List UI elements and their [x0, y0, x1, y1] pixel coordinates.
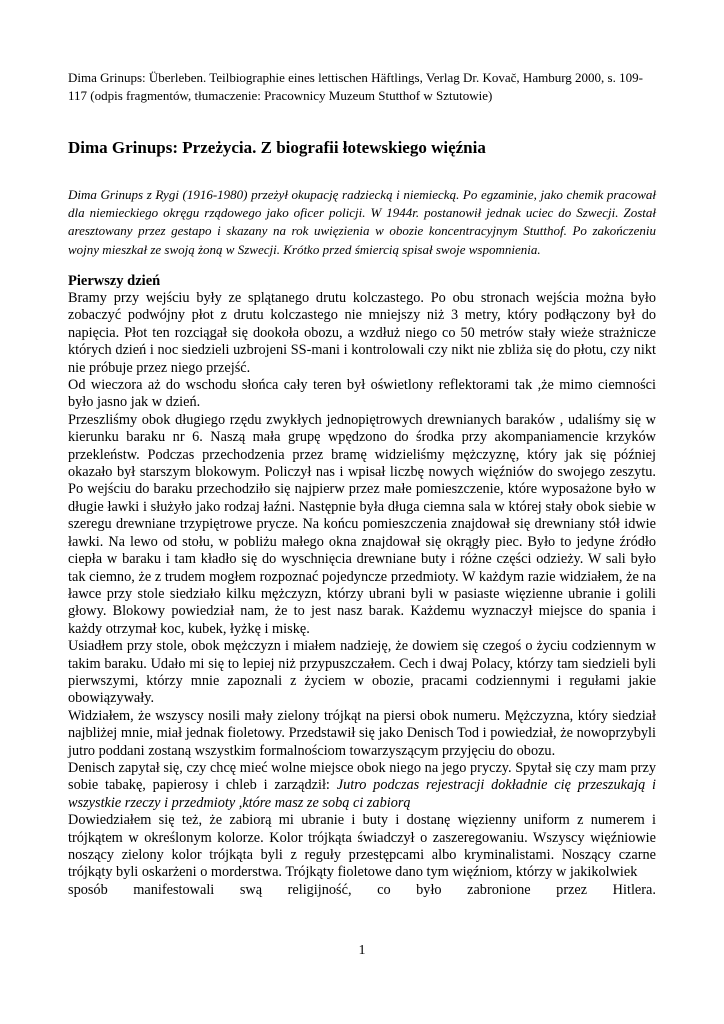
last-line-word: religijność, [287, 881, 352, 898]
last-line-word: sposób [68, 881, 108, 898]
last-line-word: swą [239, 881, 263, 898]
last-line-word: zabronione [467, 881, 531, 898]
last-line-word: było [416, 881, 442, 898]
last-line-word: manifestowali [133, 881, 215, 898]
source-citation: Dima Grinups: Überleben. Teilbiographie eines lettischen Häftlings, Verlag Dr. Kovač, Hamburg 2000, s. 109-117 (odpis fragmentów, tłumaczenie: Pracownicy Muzeum Stutthof w Sztutowie) [68, 70, 643, 103]
body-text [68, 290, 656, 899]
page-number: 1 [358, 943, 366, 958]
question-italic-text: Jutro podczas rejestracji dokładnie cię przeszukają i wszystkie rzeczy i przedmioty ,które masz ze sobą ci zabiorą [68, 777, 657, 811]
body-paragraph: Usiadłem przy stole, obok mężczyzn i miałem nadzieję, że dowiem się czegoś o życiu codziennym w takim baraku. Udało mi się to lepiej niż przypuszczałem. Cech i dwaj Polacy, którzy tam siedzieli byli pierwszymi, którzy mnie zapoznali z życiem w obozie, pracami codziennymi i regułami jakie obowiązywały. [68, 638, 656, 707]
body-paragraph: Bramy przy wejściu były ze splątanego drutu kolczastego. Po obu stronach wejścia można było zobaczyć podwójny płot z drutu kolczastego nie mniejszy niż 3 metry, który podłączony był do napięcia. Płot ten rozciągał się dookoła obozu, a wzdłuż niego co 50 metrów stały wieże strażnicze których dzień i noc siedzieli uzbrojeni SS-mani i kontrolowali czy nikt nie zbliża się do płotu, czy nikt nie próbuje przez niego przejść. [68, 290, 656, 376]
body-paragraph-last: Dowiedziałem się też, że zabiorą mi ubranie i buty i dostanę więzienny uniform z numerem i trójkątem w określonym kolorze. Kolor trójkąta świadczył o zaszeregowaniu. Wszyscy więźniowie noszący zielony kolor trójkąta byli z reguły przestępcami albo kryminalistami. Noszący czarne trójkąty byli oskarżeni o morderstwa. Trójkąty fioletowe dano tym więźniom, którzy w jakikolwiek [68, 812, 656, 881]
document-title: Dima Grinups: Przeżycia. Z biografii łotewskiego więźnia [68, 138, 486, 157]
body-paragraph: Przeszliśmy obok długiego rzędu zwykłych jednopiętrowych drewnianych baraków , udaliśmy się w kierunku baraku nr 6. Naszą mała grupę wpędzono do środka przy akompaniamencie krzyków przekleństw. Podczas przechodzenia przez bramę widzieliśmy mężczyznę, który jak się później okazało był starszym blokowym. Policzył nas i wpisał liczbę nowych więźniów do swojego zeszytu. Po wejściu do baraku przechodziło się najpierw przez małe pomieszczenie, które wyposażone było w długie ławki i służyło jako rodzaj łaźni. Następnie była długa ciemna sala w której stały obok siebie w szeregu drewniane trzypiętrowe prycze. Na końcu pomieszczenia znajdował się drewniany stół idwie ławki. Na lewo od stołu, w pobliżu małego okna znajdował się okrągły piec. Było to jedyne źródło ciepła w baraku i tam kładło się do wyschnięcia drewniane buty i różne części odzieży. W sali było tak ciemno, że z trudem mogłem rozpoznać pojedyncze przedmioty. W każdym razie widziałem, że na ławce przy stole siedziało kilku mężczyzn, którzy ubrani byli w pasiaste więzienne ubranie i golili głowy. Blokowy powiedział nam, że to jest nasz barak. Każdemu wyznaczył miejsce do spania i każdy otrzymał koc, kubek, łyżkę i miskę. [68, 411, 656, 637]
body-paragraph-question [68, 760, 656, 812]
intro-paragraph: Dima Grinups z Rygi (1916-1980) przeżył okupację radziecką i niemiecką. Po egzaminie, jako chemik pracował dla niemieckiego okręgu rządowego jako oficer policji. W 1944r. postanowił jednak uciec do Szwecji. Został aresztowany przez gestapo i skazany na rok uwięzienia w obozie koncentracyjnym Stutthof. Po zakończeniu wojny mieszkał ze swoją żoną w Szwecji. Krótko przed śmiercią spisał swoje wspomnienia. [68, 187, 656, 257]
last-line-word: przez [556, 881, 588, 898]
body-paragraph: Widziałem, że wszyscy nosili mały zielony trójkąt na piersi obok numeru. Mężczyzna, który siedział najbliżej mnie, miał jednak fioletowy. Przedstawił się jako Denisch Tod i powiedział, że nowoprzybyli jutro poddani zostaną wszystkim formalnościom towarzyszącym przyjęciu do obozu. [68, 707, 656, 759]
body-paragraph: Od wieczora aż do wschodu słońca cały teren był oświetlony reflektorami tak ,że mimo ciemności było jasno jak w dzień. [68, 377, 656, 411]
last-line-word: Hitlera. [612, 881, 656, 898]
section-heading: Pierwszy dzień [68, 273, 161, 289]
question-text: Denisch zapytał się, czy chcę mieć wolne miejsce obok niego na jego pryczy. Spytał się czy mam przy sobie tabakę, papierosy i chleb i zarządził: [68, 759, 656, 794]
justified-last-line [68, 882, 656, 899]
last-line-word: co [377, 881, 391, 898]
